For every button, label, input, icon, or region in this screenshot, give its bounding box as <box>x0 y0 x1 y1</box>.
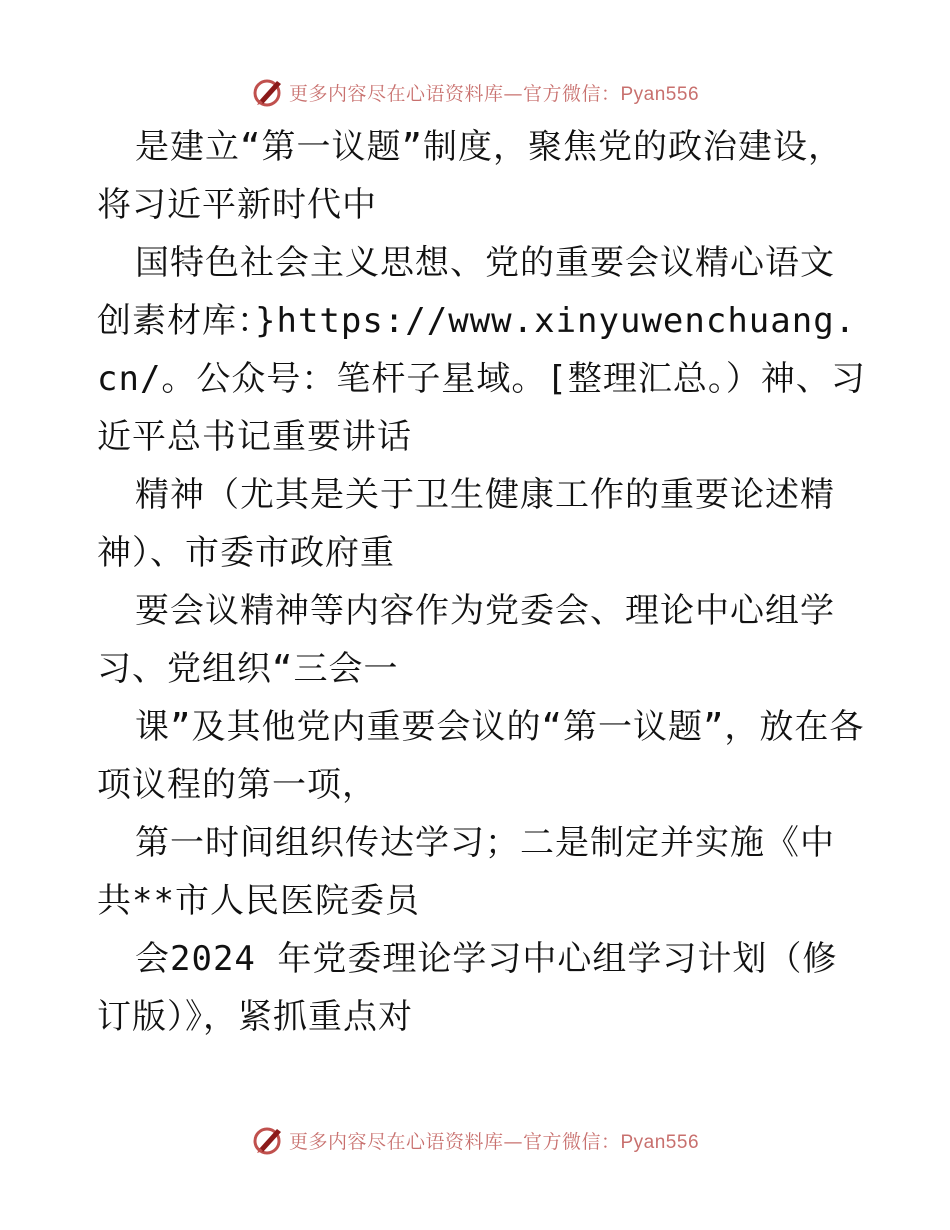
paragraph-3: 精神（尤其是关于卫生健康工作的重要论述精神）、市委市政府重 <box>97 475 835 573</box>
watermark-wechat-id: Pyan556 <box>620 1131 700 1153</box>
quill-logo-icon <box>251 75 285 109</box>
paragraph-2: 国特色社会主义思想、党的重要会议精心语文创素材库：}https://www.xinyuwenchuang.cn/。公众号：笔杆子星域。[整理汇总。）神、习近平总书记重要讲话 <box>97 243 866 457</box>
watermark-label: 更多内容尽在心语资料库—官方微信： <box>288 82 621 105</box>
quill-logo-icon <box>251 1123 285 1157</box>
watermark-wechat-id: Pyan556 <box>620 83 700 105</box>
paragraph-1: 是建立“第一议题”制度，聚焦党的政治建设，将习近平新时代中 <box>97 127 843 225</box>
document-body <box>97 118 867 1046</box>
watermark-text <box>289 1127 699 1154</box>
watermark-text <box>289 79 699 106</box>
header-watermark <box>0 72 950 112</box>
paragraph-5: 课”及其他党内重要会议的“第一议题”，放在各项议程的第一项， <box>97 707 865 805</box>
paragraph-4: 要会议精神等内容作为党委会、理论中心组学习、党组织“三会一 <box>97 591 835 689</box>
footer-watermark <box>0 1120 950 1160</box>
paragraph-7: 会2024 年党委理论学习中心组学习计划（修订版）》，紧抓重点对 <box>97 939 838 1037</box>
watermark-label: 更多内容尽在心语资料库—官方微信： <box>288 1130 621 1153</box>
paragraph-6: 第一时间组织传达学习；二是制定并实施《中共**市人民医院委员 <box>97 823 835 921</box>
